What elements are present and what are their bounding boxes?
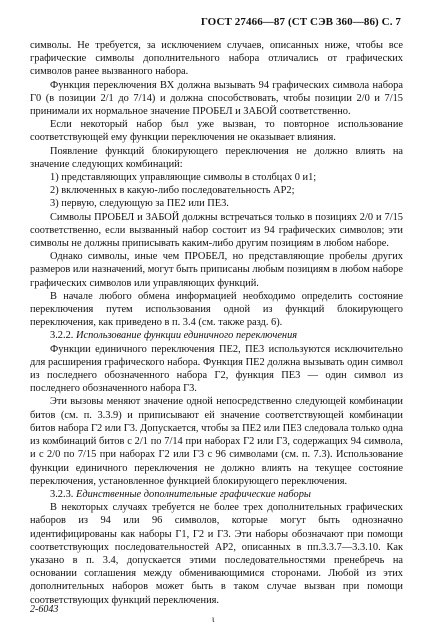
section-title: Использование функции единичного переключения [76, 330, 298, 342]
paragraph: Функция переключения ВХ должна вызывать 94 графических символа набора Г0 (в позиции 2/1 до 7/14) и должна способствовать, чтобы позиции 2/0 и 7/15 принимали их нормальное значение ПРОБЕЛ и ЗАБОЙ соответственно. [30, 79, 403, 118]
section-heading [30, 488, 403, 501]
paragraph: В начале любого обмена информацией необходимо определить состояние переключения путем использования одной из функций блокирующего переключения, как приведено в п. 3.4 (см. также разд. 6). [30, 290, 403, 329]
body-text [30, 39, 403, 607]
signature-mark: ι [212, 614, 215, 624]
paragraph: Если некоторый набор был уже вызван, то повторное использование соответствующей ему функции переключения не оказывает влияния. [30, 119, 403, 144]
section-heading [30, 329, 403, 342]
paragraph: Символы ПРОБЕЛ и ЗАБОЙ должны встречаться только в позициях 2/0 и 7/15 соответственно, если вызванный набор состоит из 94 графических символов; эти символы не должны приписывать каким-либо другим позициям в любом наборе. [30, 211, 403, 250]
print-code: 2-6043 [30, 604, 59, 615]
paragraph: В некоторых случаях требуется не более трех дополнительных графических наборов из 94 или 96 символов, которые могут быть однозначно идентифицированы как наборы Г1, Г2 и Г3. Эти наборы обозначают при помощи соответствующих последовательностей АР2, описанных в пп.3.3.7—3.3.10. Как указано в п. 3.4, допускается этими последовательностями пренебречь на основании соглашения между обменивающимися сторонами. Любой из этих дополнительных наборов может быть в таком случае вызван при помощи соответствующих функций переключения. [30, 502, 403, 606]
list-item: 3) первую, следующую за ПЕ2 или ПЕ3. [50, 198, 229, 210]
running-header: ГОСТ 27466—87 (СТ СЭВ 360—86) С. 7 [200, 16, 401, 28]
list-item: 2) включенных в какую-либо последовательность АР2; [50, 185, 295, 197]
paragraph: символы. Не требуется, за исключением случаев, описанных ниже, чтобы все графические символы дополнительного набора отличались от графических символов ранее вызванного набора. [30, 40, 403, 78]
paragraph: Функции единичного переключения ПЕ2, ПЕ3 используются исключительно для расширения графического набора. Функция ПЕ2 должна вызывать один символ из последнего обозначенного набора Г2, функция ПЕ3 — один символ из последнего обозначенного набора Г3. [30, 343, 403, 395]
paragraph: Эти вызовы меняют значение одной непосредственно следующей комбинации битов (см. п. 3.3.9) и приписывают ей значение соответствующей комбинации битов набора Г2 или Г3. Допускается, чтобы за ПЕ2 или ПЕ3 следовала только одна из комбинаций битов с 2/1 по 7/14 при наборах Г2 или Г3, содержащих 94 символа, и с 2/0 по 7/15 при наборах Г2 или Г3 с 96 символами (см. п. 7.3). Использование функции единичного переключения не должно влиять на текущее состояние переключения, установленное функцией блокирующего переключения. [30, 396, 404, 487]
list-item: 1) представляющих управляющие символы в столбцах 0 и1; [50, 172, 317, 184]
section-number: 3.2.2. [50, 330, 74, 342]
section-title: Единственные дополнительные графические наборы [76, 488, 311, 500]
paragraph: Однако символы, иные чем ПРОБЕЛ, но представляющие пробелы других размеров или назначений, могут быть приписаны любым позициям в любом наборе графических символов или управляющих функций. [30, 251, 403, 289]
section-number: 3.2.3. [50, 488, 74, 500]
paragraph: Появление функций блокирующего переключения не должно влиять на значение следующих комбинаций: [30, 145, 403, 170]
